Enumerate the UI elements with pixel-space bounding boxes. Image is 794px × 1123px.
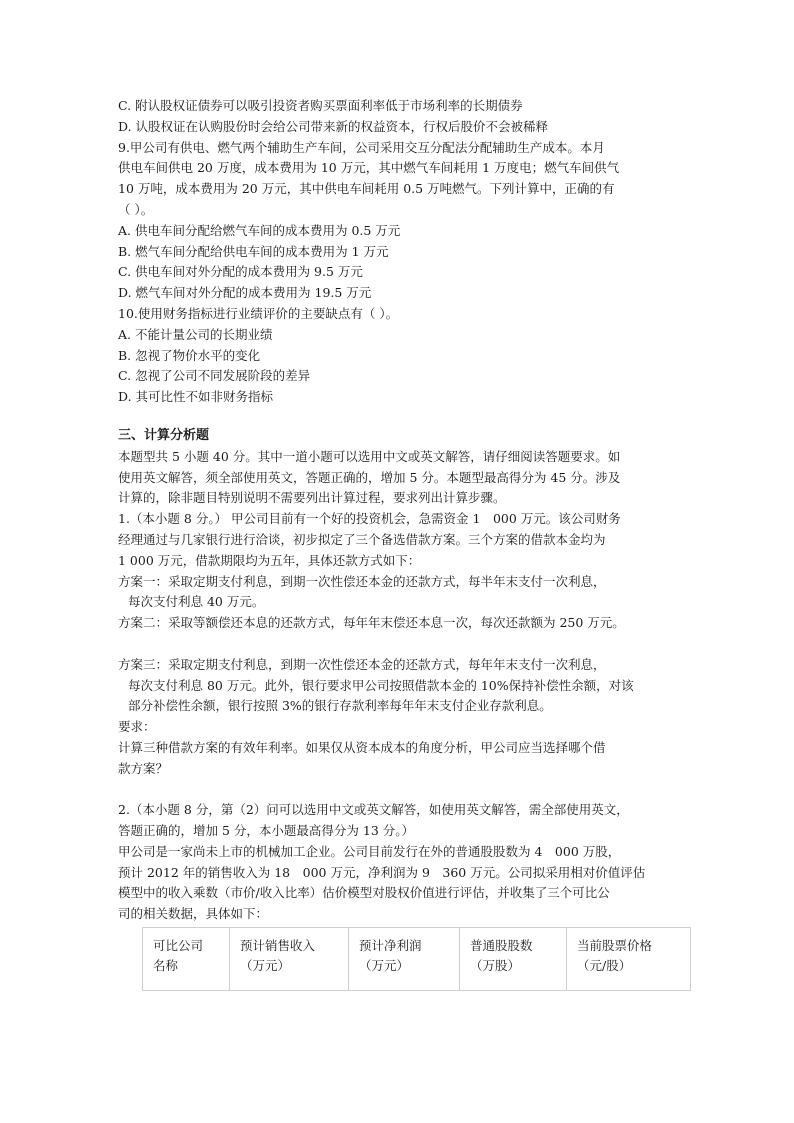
section-intro-line: 本题型共 5 小题 40 分。其中一道小题可以选用中文或英文解答，请仔细阅读答题要求。如 xyxy=(118,448,621,464)
spacer xyxy=(118,634,688,655)
section-intro-line: 使用英文解答，须全部使用英文，答题正确的，增加 5 分。本题型最高得分为 45 分。涉及 xyxy=(118,469,621,485)
calc1-requirement-label: 要求： xyxy=(118,719,156,735)
table-header-cell: 预计净利润 （万元） xyxy=(349,928,460,991)
calc1-plan1: 每次支付利息 40 万元。 xyxy=(128,594,265,610)
calc1-line: 经理通过与几家银行进行洽谈，初步拟定了三个备选借款方案。三个方案的借款本金均为 xyxy=(118,531,606,547)
q10-option-a: A. 不能计量公司的长期业绩 xyxy=(118,326,273,342)
calc2-line: 预计 2012 年的销售收入为 18 000 万元，净利润为 9 360 万元。公司拟采用相对价值评估 xyxy=(118,864,646,880)
calc1-line: 1 000 万元，借款期限均为五年，具体还款方式如下： xyxy=(118,552,421,568)
q8-option-d: D. 认股权证在认购股份时会给公司带来新的权益资本，行权后股价不会被稀释 xyxy=(118,118,549,134)
calc2-line: 模型中的收入乘数（市价/收入比率）估价模型对股权价值进行评估，并收集了三个可比公 xyxy=(118,885,610,901)
q8-option-c: C. 附认股权证债券可以吸引投资者购买票面利率低于市场利率的长期债券 xyxy=(118,98,523,113)
q9-stem-line: 供电车间供电 20 万度，成本费用为 10 万元，其中燃气车间耗用 1 万度电；燃气车间供气 xyxy=(118,160,620,176)
q10-option-d: D. 其可比性不如非财务指标 xyxy=(118,389,274,405)
section-title: 三、计算分析题 xyxy=(118,427,210,443)
calc1-plan1: 方案一：采取定期支付利息，到期一次性偿还本金的还款方式，每半年末支付一次利息， xyxy=(118,573,606,589)
calc1-requirement: 款方案？ xyxy=(118,760,169,776)
calc1-plan2: 方案二：采取等额偿还本息的还款方式，每年年末偿还本息一次，每次还款额为 250 万元。 xyxy=(118,615,625,631)
q9-option-a: A. 供电车间分配给燃气车间的成本费用为 0.5 万元 xyxy=(118,222,401,238)
q10-stem: 10.使用财务指标进行业绩评价的主要缺点有（ ）。 xyxy=(118,305,399,321)
spacer xyxy=(118,780,688,801)
spacer xyxy=(118,408,688,426)
document-body xyxy=(118,96,688,925)
section-intro-line: 计算的，除非题目特别说明不需要列出计算过程，要求列出计算步骤。 xyxy=(118,490,506,506)
calc1-line: 1.（本小题 8 分。） 甲公司目前有一个好的投资机会，急需资金 1 000 万元。该公司财务 xyxy=(118,511,621,527)
table-header-cell: 预计销售收入 （万元） xyxy=(230,928,349,991)
calc2-line: 甲公司是一家尚未上市的机械加工企业。公司目前发行在外的普通股股数为 4 000 万股， xyxy=(118,843,621,859)
q9-option-b: B. 燃气车间分配给供电车间的成本费用为 1 万元 xyxy=(118,243,389,259)
q9-stem-line: 10 万吨，成本费用为 20 万元，其中供电车间耗用 0.5 万吨燃气。下列计算中，正确的有 xyxy=(118,181,615,197)
q10-option-c: C. 忽视了公司不同发展阶段的差异 xyxy=(118,368,311,384)
table-header-cell: 当前股票价格 （元/股） xyxy=(567,928,691,991)
q9-option-d: D. 燃气车间对外分配的成本费用为 19.5 万元 xyxy=(118,285,372,301)
calc1-plan3: 每次支付利息 80 万元。此外，银行要求甲公司按照借款本金的 10%保持补偿性余额，对该 xyxy=(128,677,634,693)
calc2-line: 答题正确的，增加 5 分，本小题最高得分为 13 分。） xyxy=(118,823,415,839)
q9-stem-line: （ ）。 xyxy=(118,201,154,217)
calc1-plan3: 方案三：采取定期支付利息，到期一次性偿还本金的还款方式，每年年末支付一次利息， xyxy=(118,656,606,672)
table-header-row xyxy=(143,928,691,991)
calc1-plan3: 部分补偿性余额，银行按照 3%的银行存款利率每年年末支付企业存款利息。 xyxy=(128,698,552,714)
q10-option-b: B. 忽视了物价水平的变化 xyxy=(118,347,261,363)
calc1-requirement: 计算三种借款方案的有效年利率。如果仅从资本成本的角度分析，甲公司应当选择哪个借 xyxy=(118,739,606,755)
calc2-line: 司的相关数据，具体如下： xyxy=(118,906,269,922)
table-header-cell: 可比公司 名称 xyxy=(143,928,230,991)
q9-stem-line: 9.甲公司有供电、燃气两个辅助生产车间，公司采用交互分配法分配辅助生产成本。本月 xyxy=(118,139,605,155)
table-header-cell: 普通股股数 （万股） xyxy=(460,928,567,991)
calc2-line: 2.（本小题 8 分，第（2）问可以选用中文或英文解答，如使用英文解答，需全部使用英文， xyxy=(118,802,629,818)
comparable-companies-table xyxy=(142,927,691,991)
q9-option-c: C. 供电车间对外分配的成本费用为 9.5 万元 xyxy=(118,264,363,280)
